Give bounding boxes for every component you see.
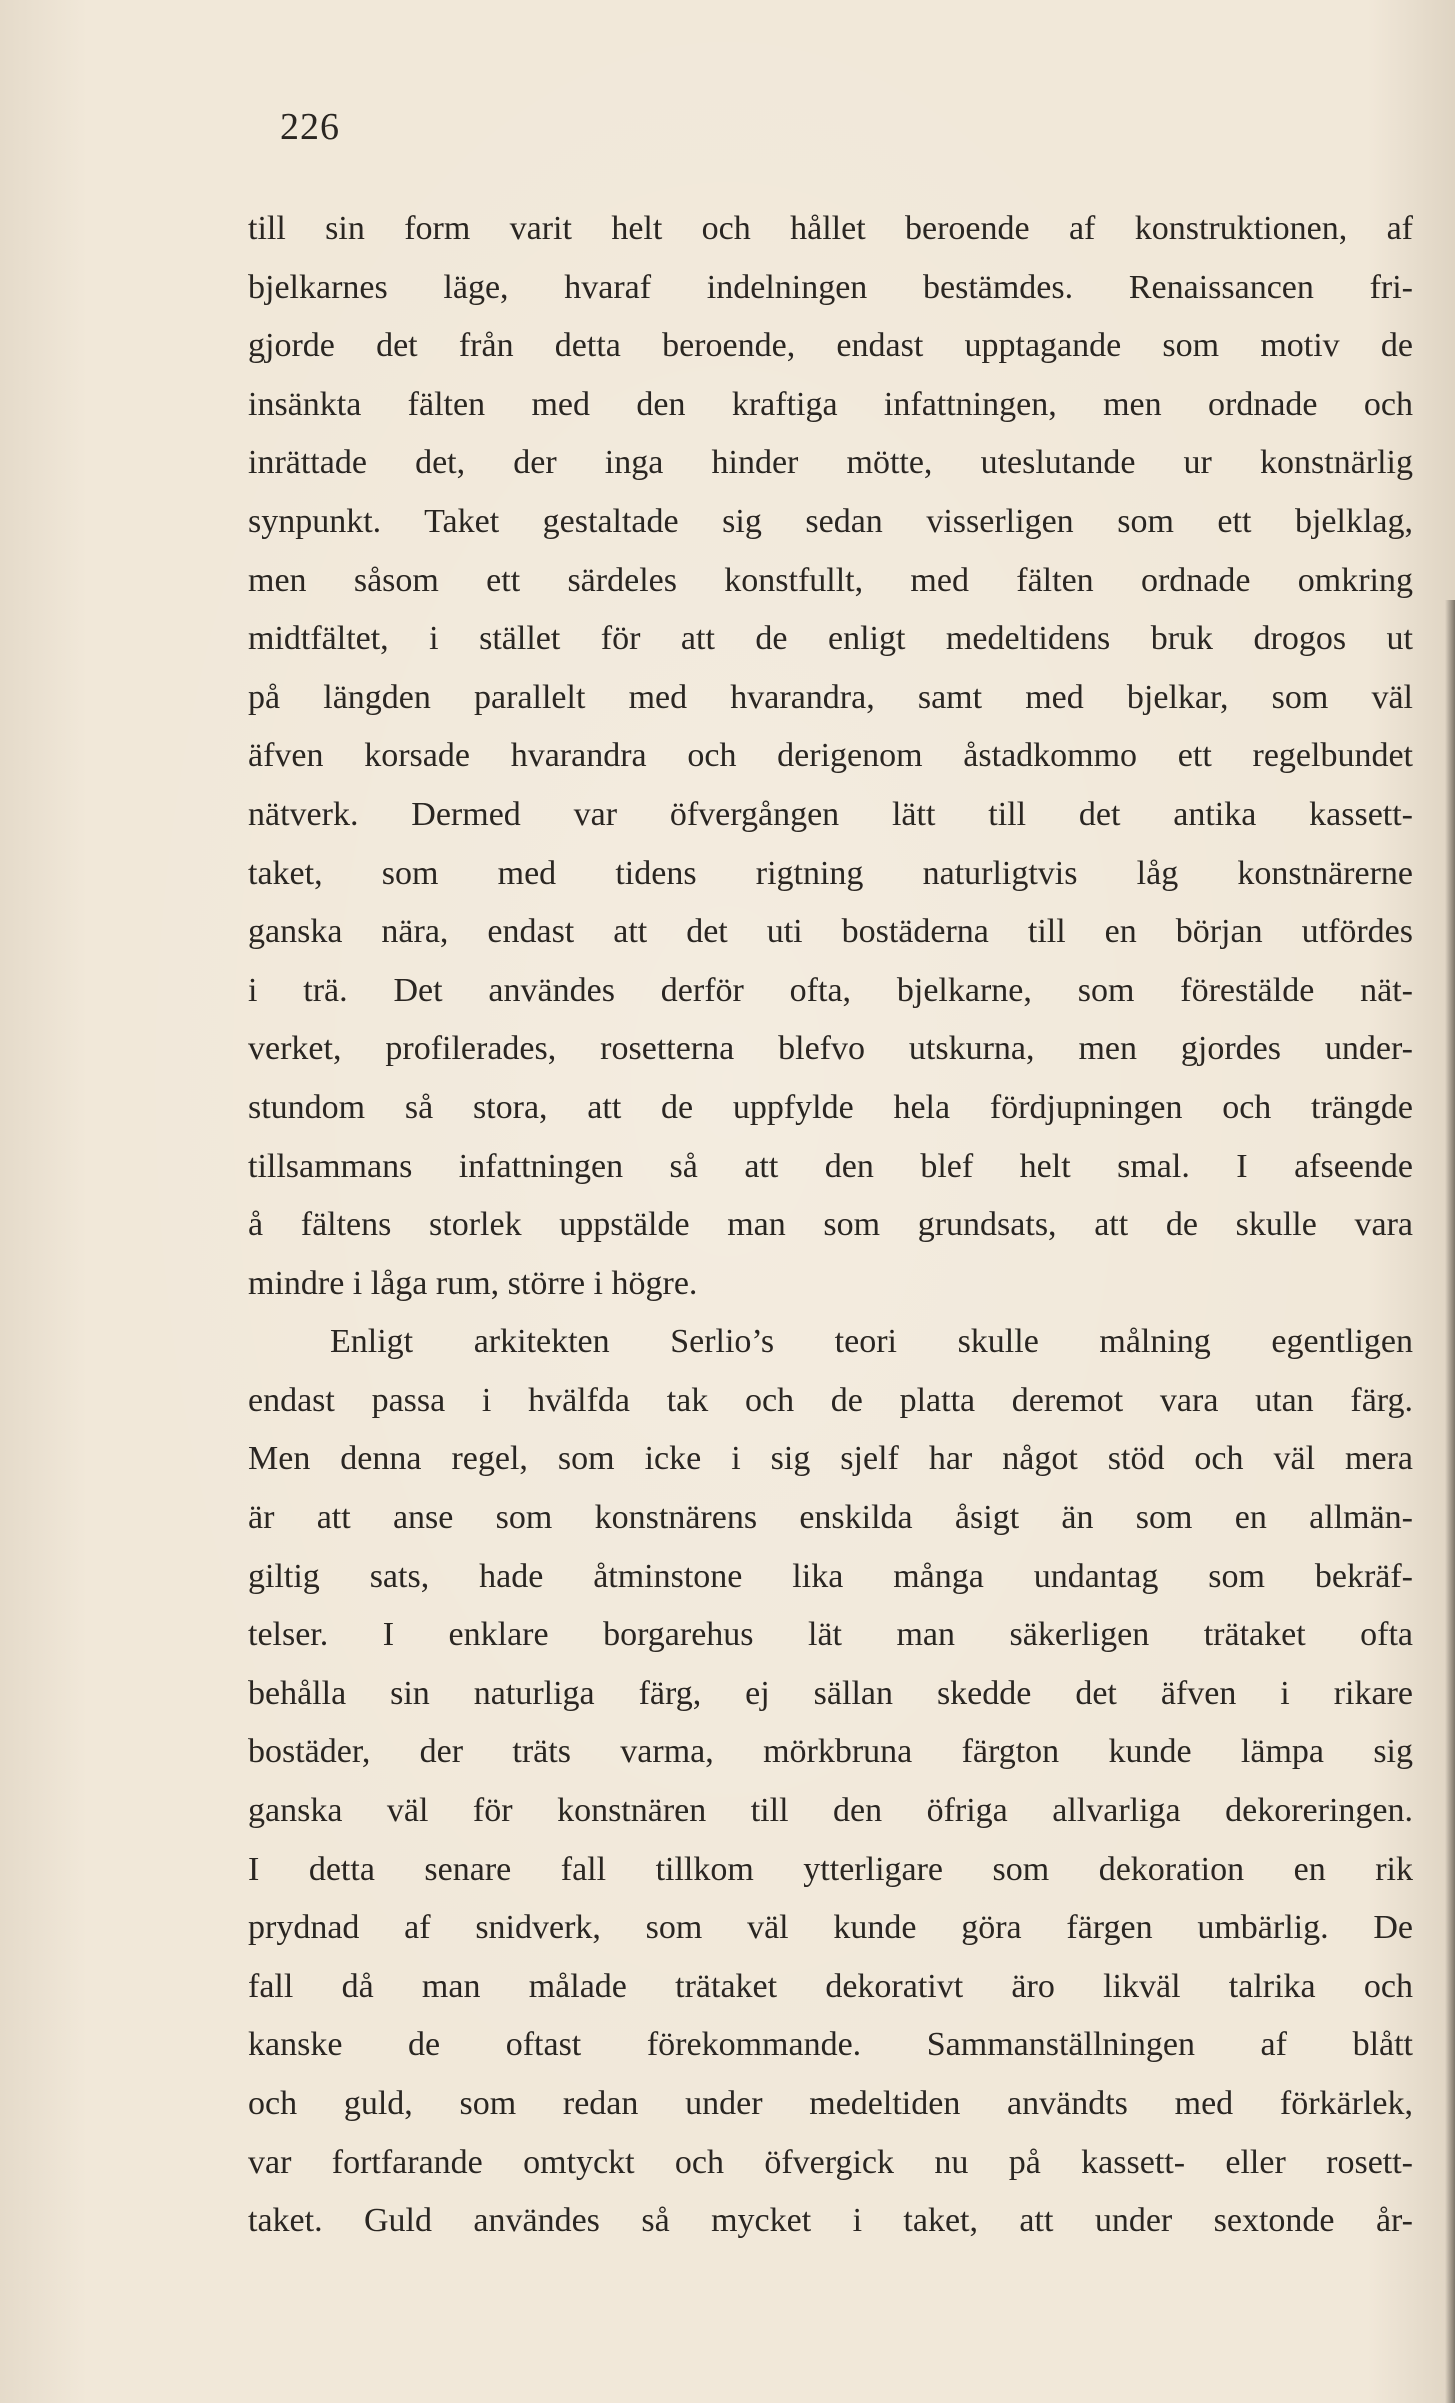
text-line: är att anse som konstnärens enskilda åsigt än som en allmän- bbox=[248, 1499, 1413, 1537]
text-line: telser. I enklare borgarehus lät man säkerligen trätaket ofta bbox=[248, 1616, 1413, 1654]
text-line: på längden parallelt med hvarandra, samt med bjelkar, som väl bbox=[248, 678, 1413, 716]
text-line: Men denna regel, som icke i sig sjelf har något stöd och väl mera bbox=[248, 1440, 1413, 1478]
text-line: å fältens storlek uppstälde man som grundsats, att de skulle vara bbox=[248, 1206, 1413, 1244]
text-line: taket. Guld användes så mycket i taket, att under sextonde år- bbox=[248, 2202, 1413, 2240]
text-line: behålla sin naturliga färg, ej sällan skedde det äfven i rikare bbox=[248, 1674, 1413, 1712]
text-line: Enligt arkitekten Serlio’s teori skulle målning egentligen bbox=[330, 1323, 1413, 1361]
text-line: fall då man målade trätaket dekorativt äro likväl talrika och bbox=[248, 1967, 1413, 2005]
text-line: mindre i låga rum, större i högre. bbox=[248, 1264, 698, 1302]
text-line: prydnad af snidverk, som väl kunde göra färgen umbärlig. De bbox=[248, 1909, 1413, 1947]
text-line: äfven korsade hvarandra och derigenom åstadkommo ett regelbundet bbox=[248, 737, 1413, 775]
text-line: inrättade det, der inga hinder mötte, uteslutande ur konstnärlig bbox=[248, 444, 1413, 482]
text-line: i trä. Det användes derför ofta, bjelkarne, som förestälde nät- bbox=[248, 971, 1413, 1009]
text-line: bjelkarnes läge, hvaraf indelningen bestämdes. Renaissancen fri- bbox=[248, 268, 1413, 306]
text-line: var fortfarande omtyckt och öfvergick nu på kassett- eller rosett- bbox=[248, 2143, 1413, 2181]
text-line: ganska nära, endast att det uti bostäderna till en början utfördes bbox=[248, 913, 1413, 951]
text-line: gjorde det från detta beroende, endast upptagande som motiv de bbox=[248, 327, 1413, 365]
text-line: giltig sats, hade åtminstone lika många undantag som bekräf- bbox=[248, 1557, 1413, 1595]
page-edge-shadow bbox=[1445, 600, 1455, 2403]
text-line: insänkta fälten med den kraftiga infattningen, men ordnade och bbox=[248, 385, 1413, 423]
text-line: tillsammans infattningen så att den blef helt smal. I afseende bbox=[248, 1147, 1413, 1185]
text-line: stundom så stora, att de uppfylde hela fördjupningen och trängde bbox=[248, 1088, 1413, 1126]
text-line: bostäder, der träts varma, mörkbruna färgton kunde lämpa sig bbox=[248, 1733, 1413, 1771]
text-line: verket, profilerades, rosetterna blefvo utskurna, men gjordes under- bbox=[248, 1030, 1413, 1068]
text-line: taket, som med tidens rigtning naturligtvis låg konstnärerne bbox=[248, 854, 1413, 892]
text-line: och guld, som redan under medeltiden användts med förkärlek, bbox=[248, 2085, 1413, 2122]
text-line: ganska väl för konstnären till den öfriga allvarliga dekoreringen. bbox=[248, 1792, 1413, 1830]
text-line: nätverk. Dermed var öfvergången lätt till det antika kassett- bbox=[248, 795, 1413, 833]
page-number: 226 bbox=[280, 106, 340, 148]
text-line: endast passa i hvälfda tak och de platta deremot vara utan färg. bbox=[248, 1381, 1413, 1419]
text-line: synpunkt. Taket gestaltade sig sedan visserligen som ett bjelklag, bbox=[248, 502, 1413, 540]
text-line: men såsom ett särdeles konstfullt, med fälten ordnade omkring bbox=[248, 561, 1413, 599]
text-line: midtfältet, i stället för att de enligt medeltidens bruk drogos ut bbox=[248, 620, 1413, 658]
text-line: till sin form varit helt och hållet beroende af konstruktionen, af bbox=[248, 210, 1413, 247]
text-line: I detta senare fall tillkom ytterligare som dekoration en rik bbox=[248, 1850, 1413, 1888]
text-line: kanske de oftast förekommande. Sammanställningen af blått bbox=[248, 2026, 1413, 2064]
body-text bbox=[248, 200, 1413, 2251]
